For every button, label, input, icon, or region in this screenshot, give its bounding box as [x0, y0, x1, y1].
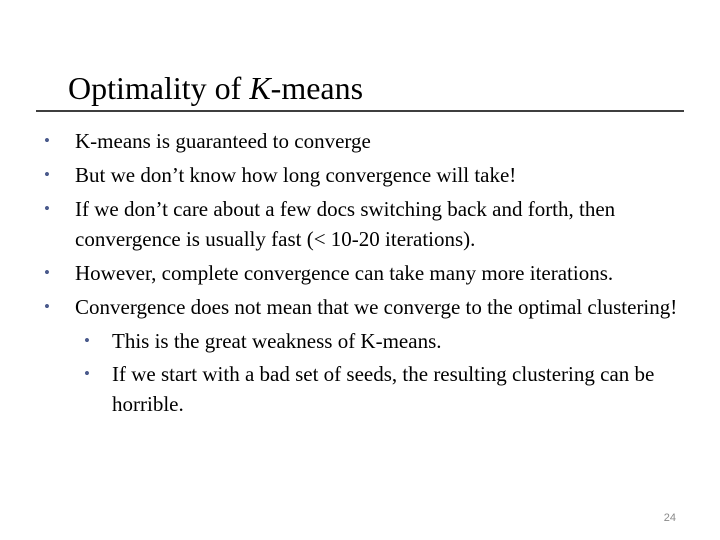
bullet-list: [0, 126, 720, 422]
bullet-text: If we don’t care about a few docs switching back and forth, then convergence is usually fast (< 10-20 iterations).: [75, 197, 616, 251]
bullet-dot-icon: •: [44, 297, 50, 316]
bullet-dot-icon: •: [44, 165, 50, 184]
bullet-item: [0, 160, 720, 190]
bullet-text: However, complete convergence can take many more iterations.: [75, 261, 614, 285]
bullet-text: But we don’t know how long convergence will take!: [75, 163, 517, 187]
sub-bullet-text: This is the great weakness of K-means.: [112, 329, 442, 353]
bullet-text: Convergence does not mean that we converge to the optimal clustering!: [75, 295, 678, 319]
bullet-dot-icon: •: [44, 131, 50, 150]
bullet-dot-icon: •: [44, 199, 50, 218]
bullet-dot-icon: •: [84, 331, 90, 350]
bullet-dot-icon: •: [84, 364, 90, 383]
sub-bullet-text: If we start with a bad set of seeds, the resulting clustering can be horrible.: [112, 362, 655, 416]
page-number: 24: [663, 512, 676, 524]
slide-title: [68, 66, 363, 110]
title-suffix: -means: [270, 70, 364, 106]
title-italic-k: K: [249, 70, 271, 106]
sub-bullet-item: [0, 359, 720, 419]
title-prefix: Optimality of: [68, 70, 250, 106]
bullet-item: [0, 126, 720, 156]
bullet-item: [0, 258, 720, 288]
sub-bullet-item: [0, 326, 720, 356]
bullet-item: [0, 194, 720, 254]
bullet-item: [0, 292, 720, 322]
bullet-dot-icon: •: [44, 263, 50, 282]
title-divider: [36, 110, 684, 112]
bullet-text: K-means is guaranteed to converge: [75, 129, 371, 153]
